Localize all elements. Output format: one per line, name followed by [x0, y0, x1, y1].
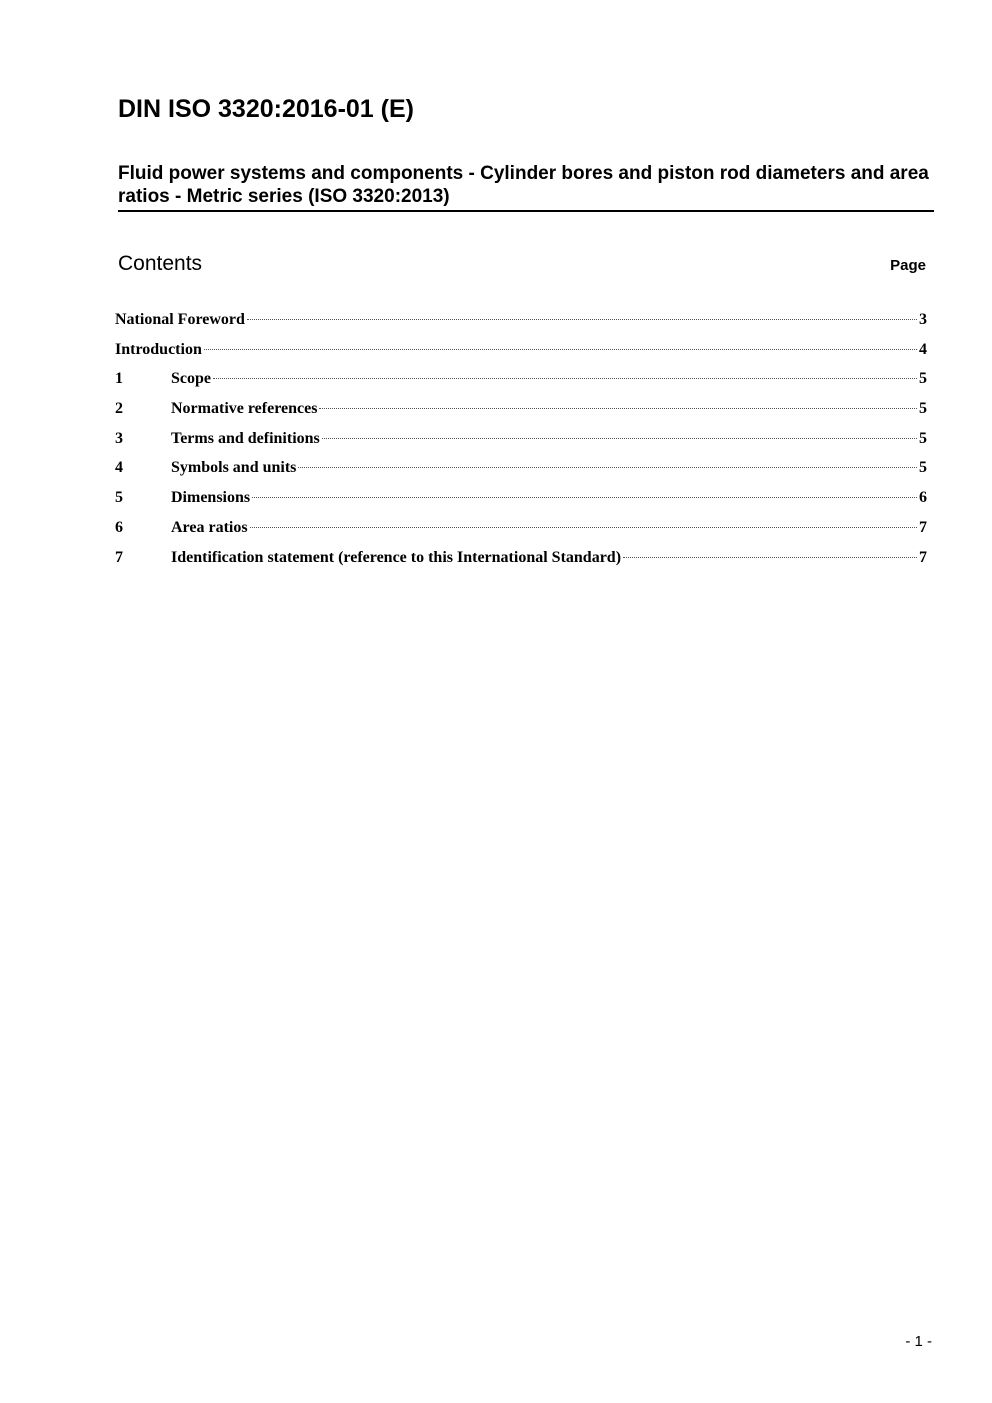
toc-leader-dots	[252, 497, 917, 498]
toc-entry-national-foreword[interactable]	[115, 308, 927, 338]
toc-entry-identification-statement[interactable]	[115, 546, 927, 576]
toc-leader-dots	[322, 438, 917, 439]
toc-leader-dots	[298, 467, 917, 468]
toc-entry-title: Scope	[171, 370, 211, 388]
toc-entry-title: Introduction	[115, 340, 202, 358]
toc-leader-dots	[623, 557, 917, 558]
toc-leader-dots	[319, 408, 917, 409]
toc-entry-number: 2	[115, 400, 123, 418]
table-of-contents	[115, 308, 927, 575]
toc-entry-page: 4	[919, 340, 927, 358]
document-id: DIN ISO 3320:2016-01 (E)	[118, 95, 414, 123]
toc-entry-page: 7	[919, 548, 927, 566]
toc-entry-page: 5	[919, 400, 927, 418]
toc-leader-dots	[213, 378, 917, 379]
toc-entry-area-ratios[interactable]	[115, 516, 927, 546]
toc-leader-dots	[247, 319, 917, 320]
contents-heading: Contents	[118, 252, 203, 275]
toc-entry-title: Terms and definitions	[171, 429, 320, 447]
toc-entry-introduction[interactable]	[115, 338, 927, 368]
toc-entry-title: Dimensions	[171, 489, 251, 507]
page-column-label: Page	[890, 257, 926, 274]
toc-entry-page: 3	[919, 311, 927, 328]
toc-entry-number: 6	[115, 518, 123, 536]
toc-entry-dimensions[interactable]	[115, 486, 927, 516]
toc-entry-normative-references[interactable]	[115, 397, 927, 427]
footer-page-number: - 1 -	[905, 1333, 932, 1350]
toc-leader-dots	[250, 527, 917, 528]
toc-entry-terms-and-definitions[interactable]	[115, 427, 927, 457]
toc-entry-number: 4	[115, 459, 123, 477]
document-title: Fluid power systems and components - Cylinder bores and piston rod diameters and area ratios - Metric series (ISO 3320:2013)	[118, 162, 934, 212]
toc-entry-number: 1	[115, 370, 123, 388]
toc-entry-page: 5	[919, 429, 927, 447]
toc-leader-dots	[204, 349, 917, 350]
toc-entry-symbols-and-units[interactable]	[115, 456, 927, 486]
toc-entry-page: 6	[919, 489, 927, 507]
toc-entry-scope[interactable]	[115, 367, 927, 397]
toc-entry-title: Area ratios	[171, 518, 248, 536]
toc-entry-title: Symbols and units	[171, 459, 297, 477]
toc-entry-number: 7	[115, 548, 123, 566]
toc-entry-page: 7	[919, 518, 927, 536]
toc-entry-title: Normative references	[171, 400, 318, 418]
toc-entry-title: National Foreword	[115, 311, 245, 328]
toc-entry-number: 3	[115, 429, 123, 447]
toc-entry-number: 5	[115, 489, 123, 507]
toc-entry-page: 5	[919, 459, 927, 477]
toc-entry-page: 5	[919, 370, 927, 388]
toc-entry-title: Identification statement (reference to this International Standard)	[171, 548, 622, 566]
